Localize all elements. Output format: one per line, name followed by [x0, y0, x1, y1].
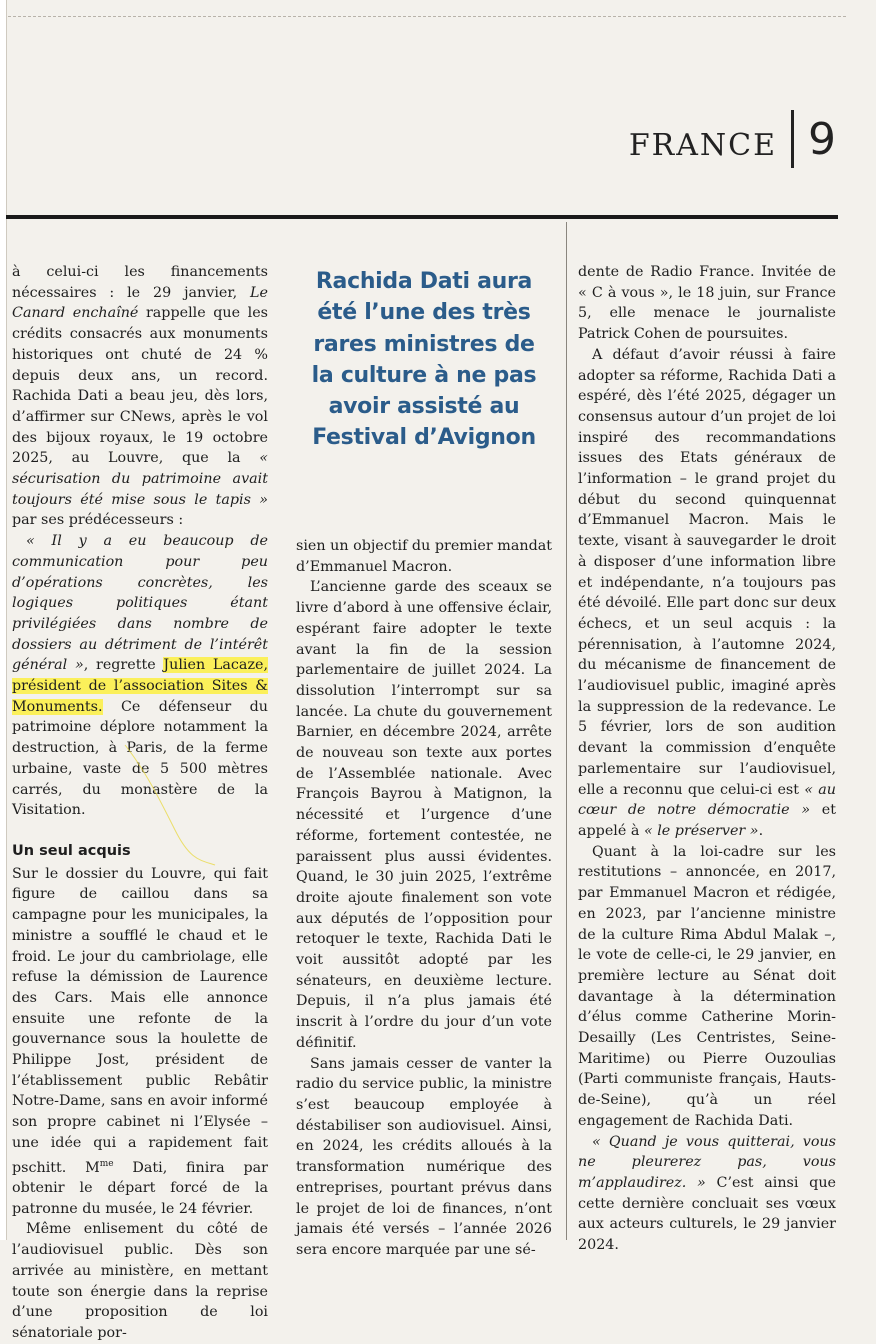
col1-paragraph-4: Même enlisement du côté de l’audiovisuel public. Dès son arrivée au ministère, en mettant toute son énergie dans la reprise d’une proposition de loi sénatoriale por-: [12, 1221, 268, 1341]
col3-paragraph-4: [578, 1132, 836, 1256]
top-dashed-rule: [8, 16, 846, 17]
text: par ses prédécesseurs :: [12, 512, 184, 529]
quote: « Quand je vous quitterai, vous ne pleurerez pas, vous m’applaudirez. »: [578, 1133, 836, 1191]
quote: « le préserver »: [643, 822, 759, 839]
column-1: [12, 262, 268, 1344]
col2-paragraph-2: L’ancienne garde des sceaux se livre d’abord à une offensive éclair, espérant faire adopter le texte avant la fin de la session parlementaire de juillet 2024. La dissolution l’interrompt sur sa lancée. La chute du gouvernement Barnier, en décembre 2024, arrête de nouveau son texte aux portes de l’Assemblée nationale. Avec François Bayrou à Matignon, la nécessité et l’urgence d’une réforme, fortement contestée, ne paraissent plus aussi évidentes. Quand, le 30 juin 2025, l’extrême droite ajoute finalement son vote aux députés de l’opposition pour retoquer le texte, Rachida Dati le voit aussitôt adopté par les sénateurs, en deuxième lecture. Depuis, il n’a plus jamais été inscrit à l’ordre du jour d’un vote définitif.: [296, 579, 552, 1051]
text: et appelé à: [578, 802, 836, 839]
text: à celui-ci les financements nécessaires : le 29 janvier,: [12, 264, 268, 301]
text: .: [758, 822, 764, 839]
text: , regrette: [83, 657, 164, 674]
col3-paragraph-2: [578, 345, 836, 842]
col3-paragraph-1: dente de Radio France. Invitée de « C à vous », le 18 juin, sur France 5, elle menace le journaliste Patrick Cohen de poursuites.: [578, 264, 836, 343]
pull-quote: Rachida Dati aura été l’une des très rares ministres de la culture à ne pas avoir assisté au Festival d’Avignon: [311, 269, 537, 451]
header-rule: [6, 215, 838, 219]
col1-paragraph-3: [12, 864, 268, 1220]
text: Dati, finira par obtenir le départ forcé de la patronne du musée, le 24 février.: [12, 1159, 268, 1217]
text: rappelle que les crédits consacrés aux monuments historiques ont chuté de 24 % depuis deux ans, un record. Rachida Dati a beau jeu, dès lors, d’affirmer sur CNews, après le vol des bijoux royaux, le 19 octobre 2025, au Louvre, que la: [12, 305, 268, 467]
quote: « Il y a eu beaucoup de communication pour peu d’opérations concrètes, les logiques politiques étant privilégiées dans nombre de dossiers au détriment de l’intérêt général »: [12, 533, 268, 674]
newspaper-title: Le Canard enchaîné: [12, 284, 268, 322]
scan-edge: [0, 0, 7, 1240]
quote: « sécurisation du patrimoine avait toujours été mise sous le tapis »: [12, 450, 268, 508]
header-divider: [791, 110, 794, 168]
column-3: [578, 262, 836, 1256]
col1-paragraph-2: [12, 531, 268, 821]
col2-paragraph-1: sien un objectif du premier mandat d’Emmanuel Macron.: [296, 538, 552, 575]
column-rule: [566, 222, 567, 1240]
superscript: me: [99, 1158, 114, 1169]
text: A défaut d’avoir réussi à faire adopter sa réforme, Rachida Dati a espéré, dès l’été 2025, dégager un consensus autour d’un projet de loi inspiré des recommandations issues des Etats généraux de l’information – le grand projet du début du second quinquennat d’Emmanuel Macron. Mais le texte, visant à sauvegarder le droit à disposer d’une information libre et indépendante, n’a toujours pas été dévoilé. Elle part donc sur deux échecs, et un seul acquis : la pérennisation, à l’automne 2024, du mécanisme de financement de l’audiovisuel public, imaginé après la suppression de la redevance. Le 5 février, lors de son audition devant la commission d’enquête parlementaire sur l’audiovisuel, elle a reconnu que celui-ci est: [578, 346, 836, 798]
column-2: [296, 536, 552, 1261]
col2-paragraph-3: Sans jamais cesser de vanter la radio du service public, la ministre s’est beaucoup employée à déstabiliser son audiovisuel. Ainsi, en 2024, les crédits alloués à la transformation numérique des entreprises, pourtant prévus dans le projet de loi de finances, n’ont jamais été versés – l’année 2026 sera encore marquée par une sé-: [296, 1055, 552, 1258]
subheading: Un seul acquis: [12, 842, 131, 859]
section-name: FRANCE: [628, 127, 777, 163]
highlighted-text: Julien Lacaze, président de l’association Sites & Monuments.: [12, 657, 268, 715]
text: Sur le dossier du Louvre, qui fait figure de caillou dans sa campagne pour les municipales, la ministre a soufflé le chaud et le froid. Le jour du cambriolage, elle refuse la démission de Laurence des Cars. Mais elle annonce ensuite une refonte de la gouvernance sous la houlette de Philippe Jost, président de l’établissement public Rebâtir Notre-Dame, sans en avoir informé son propre cabinet ni l’Elysée – une idée qui a rapidement fait pschitt. M: [12, 865, 268, 1176]
page-number: 9: [808, 113, 836, 165]
text: C’est ainsi que cette dernière concluait ses vœux aux acteurs culturels, le 29 janvier 2024.: [578, 1174, 836, 1254]
col3-paragraph-3: Quant à la loi-cadre sur les restitutions – annoncée, en 2017, par Emmanuel Macron et rédigée, en 2023, par l’ancienne ministre de la culture Rima Abdul Malak –, le vote de celle-ci, le 29 janvier, en première lecture au Sénat doit davantage à la détermination d’élus comme Catherine Morin-Desailly (Les Centristes, Seine-Maritime) ou Pierre Ouzoulias (Parti communiste français, Hauts-de-Seine), qu’à un réel engagement de Rachida Dati.: [578, 843, 836, 1129]
page-header: [629, 108, 836, 170]
col1-paragraph-1: [12, 262, 268, 531]
text: Ce défenseur du patrimoine déplore notamment la destruction, à Paris, de la ferme urbaine, vaste de 5 500 mètres carrés, du monastère de la Visitation.: [12, 698, 268, 819]
quote: « au cœur de notre démocratie »: [578, 781, 836, 819]
